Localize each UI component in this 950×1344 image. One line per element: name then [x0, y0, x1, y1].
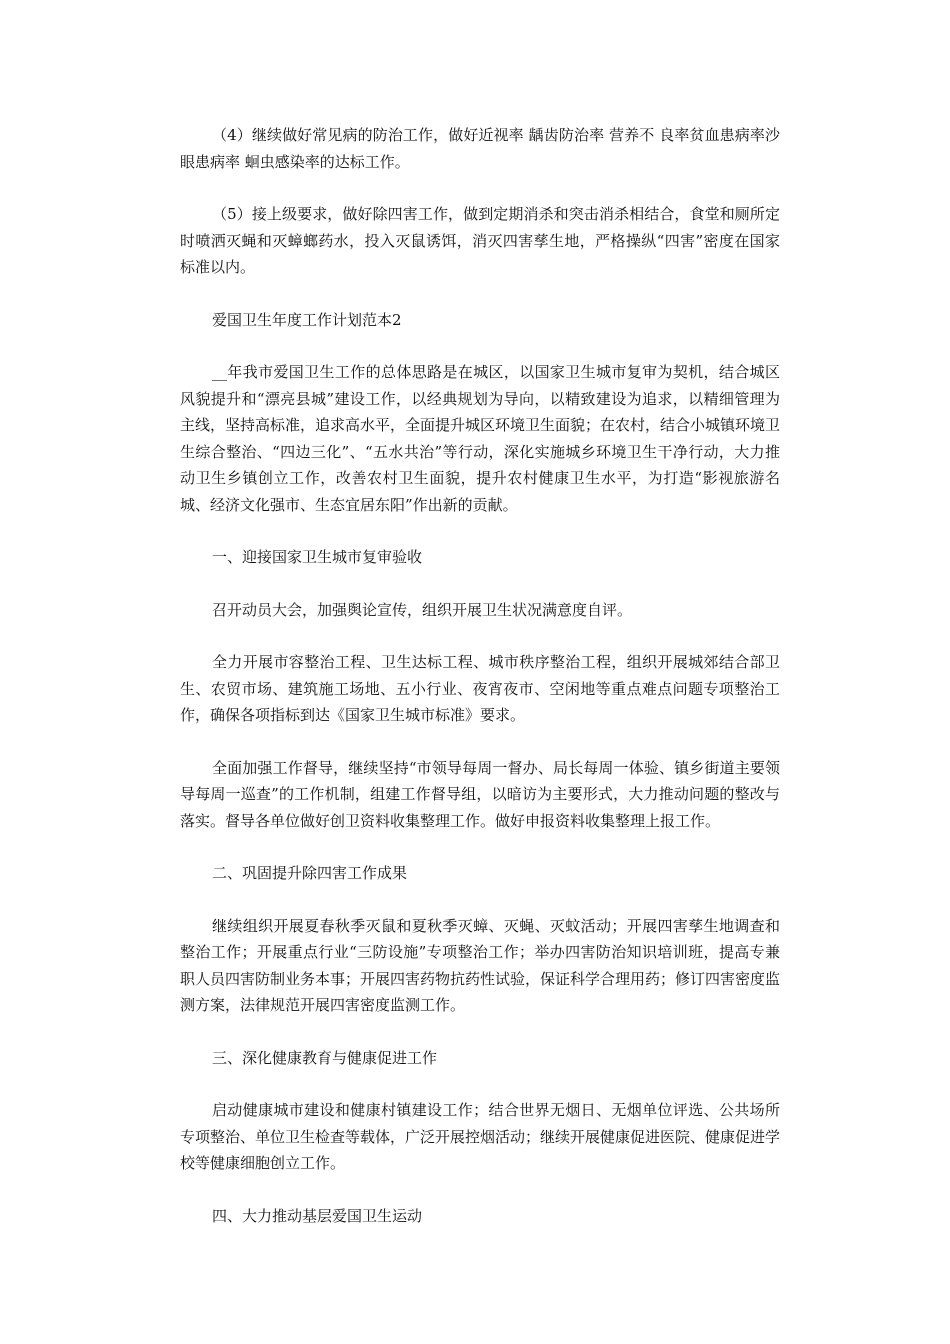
- section-1-paragraph-1: 召开动员大会，加强舆论宣传，组织开展卫生状况满意度自评。: [212, 600, 633, 619]
- section-3-paragraph-1: 启动健康城市建设和健康村镇建设工作；结合世界无烟日、无烟单位评选、公共场所专项整治、单位卫生检查等载体，广泛开展控烟活动；继续开展健康促进医院、健康促进学校等健康细胞创立工作。: [180, 1101, 781, 1172]
- section-2-paragraph-1: 继续组织开展夏春秋季灭鼠和夏秋季灭蟑、灭蝇、灭蚊活动；开展四害孳生地调查和整治工作；开展重点行业“三防设施”专项整治工作；举办四害防治知识培训班，提高专兼职人员四害防制业务本事；开展四害药物抗药性试验，保证科学合理用药；修订四害密度监测方案，法律规范开展四害密度监测工作。: [180, 916, 781, 1014]
- section-heading-1: 一、迎接国家卫生城市复审验收: [212, 548, 423, 566]
- section-1-paragraph-2: 全力开展市容整治工程、卫生达标工程、城市秩序整治工程，组织开展城郊结合部卫生、农贸市场、建筑施工场地、五小行业、夜宵夜市、空闲地等重点难点问题专项整治工作，确保各项指标到达《国家卫生城市标准》要求。: [180, 653, 780, 724]
- section-1-paragraph-3: 全面加强工作督导，继续坚持“市领导每周一督办、局长每周一体验、镇乡街道主要领导每周一巡查”的工作机制，组建工作督导组，以暗访为主要形式，大力推动问题的整改与落实。督导各单位做好创卫资料收集整理工作。做好申报资料收集整理上报工作。: [180, 758, 780, 830]
- section-heading-4: 四、大力推动基层爱国卫生运动: [212, 1206, 423, 1225]
- sample-title: 爱国卫生年度工作计划范本2: [212, 310, 402, 329]
- paragraph-item-5: （5）接上级要求，做好除四害工作，做到定期消杀和突击消杀相结合，食堂和厕所定时喷洒灭蝇和灭蟑螂药水，投入灭鼠诱饵，消灭四害孳生地，严格操纵“四害”密度在国家标准以内。: [180, 205, 780, 276]
- section-heading-3: 三、深化健康教育与健康促进工作: [212, 1048, 438, 1067]
- paragraph-item-4: （4）继续做好常见病的防治工作，做好近视率 龋齿防治率 营养不 良率贫血患病率沙眼患病率 蛔虫感染率的达标工作。: [180, 126, 780, 171]
- document-body: [180, 122, 780, 1255]
- section-heading-2: 二、巩固提升除四害工作成果: [212, 864, 408, 882]
- overview-paragraph: __年我市爱国卫生工作的总体思路是在城区，以国家卫生城市复审为契机，结合城区风貌提升和“漂亮县城”建设工作，以经典规划为导向，以精致建设为追求，以精细管理为主线，坚持高标准，追求高水平，全面提升城区环境卫生面貌；在农村，结合小城镇环境卫生综合整治、“四边三化”、“五水共治”等行动，深化实施城乡环境卫生干净行动，大力推动卫生乡镇创立工作，改善农村卫生面貌，提升农村健康卫生水平，为打造“影视旅游名城、经济文化强市、生态宜居东阳”作出新的贡献。: [180, 363, 781, 514]
